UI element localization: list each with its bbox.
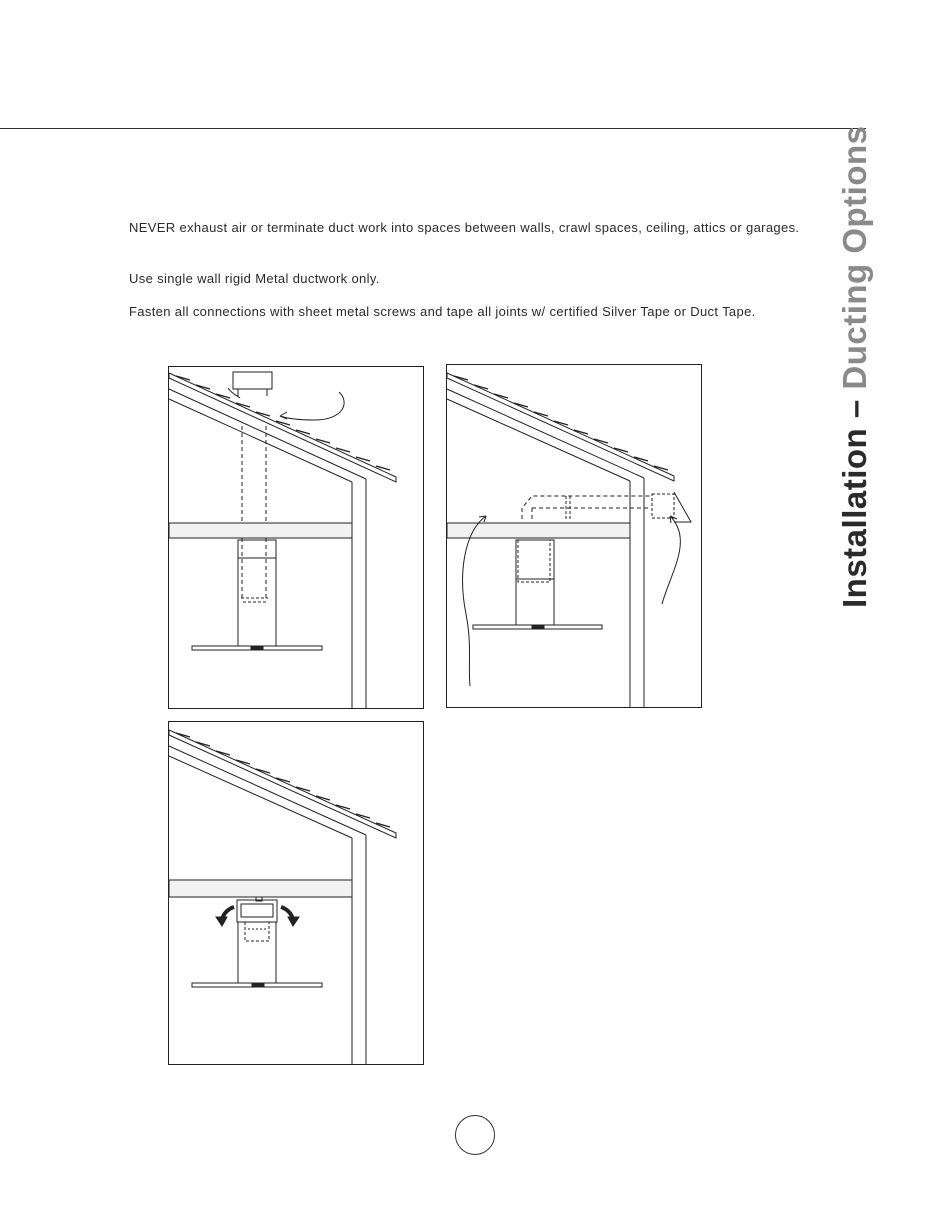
hood-chimney [516,540,554,626]
roof-vent-diagram [168,366,424,709]
leader-arrow-left [463,516,486,686]
hood-chimney [238,540,276,646]
ceiling-joist [169,523,352,538]
warning-text: NEVER exhaust air or terminate duct work into spaces between walls, crawl spaces, ceiling, attics or garages. [129,220,800,235]
exterior-wall [630,478,644,707]
leader-arrow-right [662,516,680,604]
roof-rafter [169,746,366,838]
recirculating-diagram [168,721,424,1065]
horizontal-duct [522,496,651,521]
roof-shingles [169,730,396,838]
wall-cap [652,494,674,518]
fasten-text: Fasten all connections with sheet metal screws and tape all joints w/ certified Silver Tape or Duct Tape. [129,304,756,319]
wall-vent-diagram [446,364,702,708]
roof-cap [233,372,272,389]
section-title [836,125,874,608]
section-title-ducting-options: Ducting Options [836,125,873,390]
roof-shingles [447,373,674,481]
ceiling-joist [447,523,630,538]
exterior-wall [352,835,366,1064]
attic-duct [242,426,266,523]
recirculation-box [237,900,277,922]
page-number-circle [455,1115,495,1155]
roof-rafter [169,389,366,482]
leader-arrow [280,392,344,420]
exterior-wall [352,479,366,708]
roof-shingles [169,373,396,482]
ceiling-joist [169,880,352,897]
ductwork-text: Use single wall rigid Metal ductwork only. [129,271,380,286]
header-rule [0,128,866,129]
roof-rafter [447,389,644,481]
section-title-installation: Installation – [836,389,873,608]
hood-chimney [238,922,276,983]
